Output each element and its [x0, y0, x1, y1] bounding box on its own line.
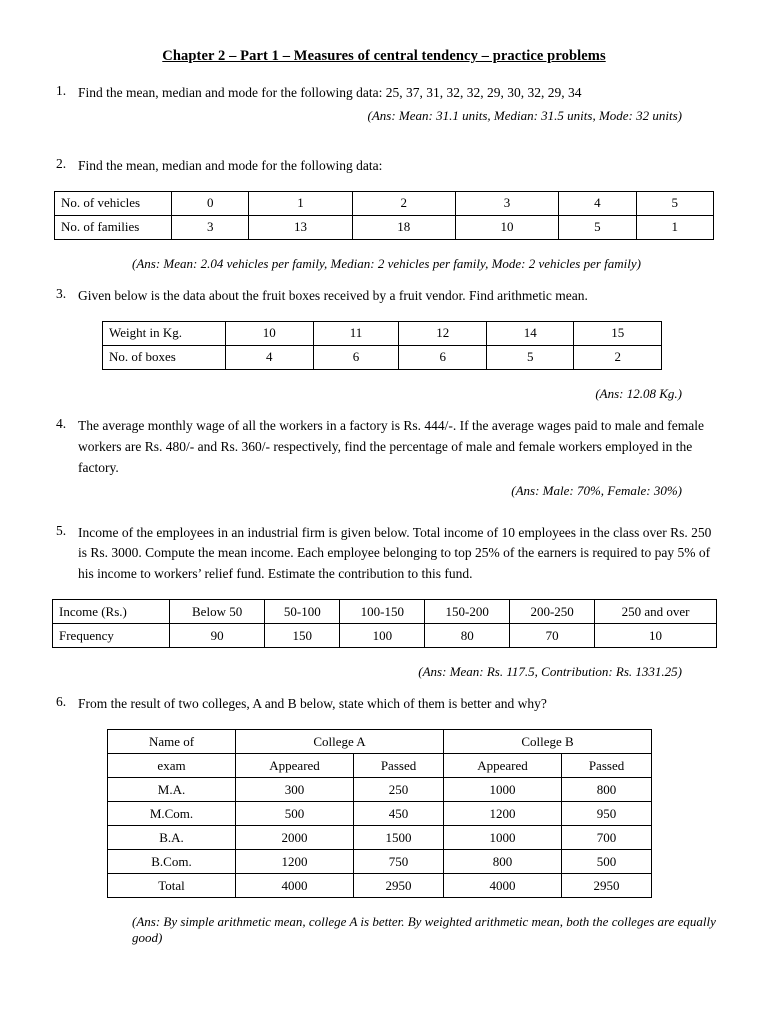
table-row [55, 215, 714, 239]
cell: 5 [636, 191, 713, 215]
table-row [103, 345, 662, 369]
cell: 6 [399, 345, 487, 369]
table-header-row [108, 730, 652, 754]
cell: 80 [425, 624, 510, 648]
question-1 [52, 83, 716, 104]
table-row [108, 826, 652, 850]
answer-2: (Ans: Mean: 2.04 vehicles per family, Median: 2 vehicles per family, Mode: 2 vehicles per family) [132, 255, 642, 271]
answer-3: (Ans: 12.08 Kg.) [595, 385, 682, 401]
cell: 250 and over [595, 600, 717, 624]
cell: 2000 [236, 826, 354, 850]
question-number: 2. [56, 155, 67, 171]
cell: 200-250 [510, 600, 595, 624]
header-passed-b: Passed [562, 754, 652, 778]
table-colleges [107, 729, 652, 898]
cell: 500 [236, 802, 354, 826]
cell: 3 [455, 191, 558, 215]
cell: 750 [354, 850, 444, 874]
question-number: 3. [56, 285, 67, 301]
row-label: Frequency [53, 624, 170, 648]
cell: 70 [510, 624, 595, 648]
cell: 150-200 [425, 600, 510, 624]
cell: 5 [486, 345, 574, 369]
cell: 15 [574, 321, 662, 345]
header-passed-a: Passed [354, 754, 444, 778]
table-row [108, 802, 652, 826]
cell: 800 [443, 850, 561, 874]
cell: B.A. [108, 826, 236, 850]
cell: M.A. [108, 778, 236, 802]
cell: 5 [559, 215, 636, 239]
cell: 1200 [236, 850, 354, 874]
cell: 950 [562, 802, 652, 826]
question-6 [52, 694, 716, 715]
cell: 2 [352, 191, 455, 215]
table-row-total [108, 874, 652, 898]
header-college-a: College A [236, 730, 444, 754]
cell: 90 [170, 624, 265, 648]
cell: 1000 [443, 778, 561, 802]
question-text: From the result of two colleges, A and B below, state which of them is better and why? [78, 696, 547, 712]
answer-4: (Ans: Male: 70%, Female: 30%) [511, 482, 682, 498]
row-label: No. of boxes [103, 345, 226, 369]
table-row [53, 600, 717, 624]
question-text: Find the mean, median and mode for the following data: 25, 37, 31, 32, 32, 29, 30, 32, 29, 34 [78, 85, 582, 100]
cell: 3 [172, 215, 249, 239]
table-vehicles [54, 191, 714, 240]
cell: 10 [455, 215, 558, 239]
cell: 4 [559, 191, 636, 215]
question-5 [52, 523, 716, 586]
cell: 1200 [443, 802, 561, 826]
question-number: 5. [56, 522, 67, 538]
cell: 10 [595, 624, 717, 648]
cell: 11 [313, 321, 399, 345]
cell: 0 [172, 191, 249, 215]
cell: 13 [249, 215, 352, 239]
cell: Total [108, 874, 236, 898]
cell: 12 [399, 321, 487, 345]
cell: 2 [574, 345, 662, 369]
cell: 1000 [443, 826, 561, 850]
cell: Below 50 [170, 600, 265, 624]
cell: 2950 [354, 874, 444, 898]
cell: 2950 [562, 874, 652, 898]
cell: 500 [562, 850, 652, 874]
cell: 4000 [443, 874, 561, 898]
cell: 450 [354, 802, 444, 826]
cell: 700 [562, 826, 652, 850]
question-text: Find the mean, median and mode for the following data: [78, 157, 383, 173]
header-exam: exam [108, 754, 236, 778]
table-row [55, 191, 714, 215]
cell: 1500 [354, 826, 444, 850]
cell: 300 [236, 778, 354, 802]
question-text: Given below is the data about the fruit boxes received by a fruit vendor. Find arithmetic mean. [78, 287, 588, 303]
row-label: No. of vehicles [55, 191, 172, 215]
answer-5: (Ans: Mean: Rs. 117.5, Contribution: Rs. 1331.25) [418, 664, 682, 680]
question-text: The average monthly wage of all the workers in a factory is Rs. 444/-. If the average wages paid to male and female workers are Rs. 480/- and Rs. 360/- respectively, find the percentage of male and female workers employed in the factory. [78, 417, 705, 475]
cell: 250 [354, 778, 444, 802]
cell: 100-150 [340, 600, 425, 624]
cell: 100 [340, 624, 425, 648]
cell: M.Com. [108, 802, 236, 826]
cell: 1 [636, 215, 713, 239]
cell: B.Com. [108, 850, 236, 874]
table-row [108, 850, 652, 874]
cell: 14 [486, 321, 574, 345]
row-label: No. of families [55, 215, 172, 239]
table-row [103, 321, 662, 345]
table-row [53, 624, 717, 648]
table-row [108, 778, 652, 802]
header-name-of: Name of [108, 730, 236, 754]
header-appeared-b: Appeared [443, 754, 561, 778]
cell: 6 [313, 345, 399, 369]
table-fruit-boxes [102, 321, 662, 370]
question-3 [52, 286, 716, 307]
row-label: Income (Rs.) [53, 600, 170, 624]
cell: 50-100 [265, 600, 340, 624]
question-4 [52, 416, 716, 479]
row-label: Weight in Kg. [103, 321, 226, 345]
header-college-b: College B [443, 730, 651, 754]
header-appeared-a: Appeared [236, 754, 354, 778]
page-title: Chapter 2 – Part 1 – Measures of central tendency – practice problems [162, 48, 606, 64]
question-number: 6. [56, 694, 67, 710]
answer-1: (Ans: Mean: 31.1 units, Median: 31.5 units, Mode: 32 units) [367, 107, 682, 123]
cell: 150 [265, 624, 340, 648]
cell: 18 [352, 215, 455, 239]
question-2 [52, 156, 716, 177]
answer-6: (Ans: By simple arithmetic mean, college A is better. By weighted arithmetic mean, both the colleges are equally good) [132, 914, 716, 946]
question-number: 1. [56, 83, 67, 98]
table-subheader-row [108, 754, 652, 778]
cell: 4000 [236, 874, 354, 898]
cell: 10 [226, 321, 314, 345]
cell: 1 [249, 191, 352, 215]
cell: 800 [562, 778, 652, 802]
cell: 4 [226, 345, 314, 369]
question-number: 4. [56, 415, 67, 431]
table-income [52, 599, 717, 648]
question-text: Income of the employees in an industrial firm is given below. Total income of 10 employees in the class over Rs. 250 is Rs. 3000. Compute the mean income. Each employee belonging to top 25% of the earners is required to pay 5% of his income to workers’ relief fund. Estimate the contribution to this fund. [78, 524, 712, 582]
